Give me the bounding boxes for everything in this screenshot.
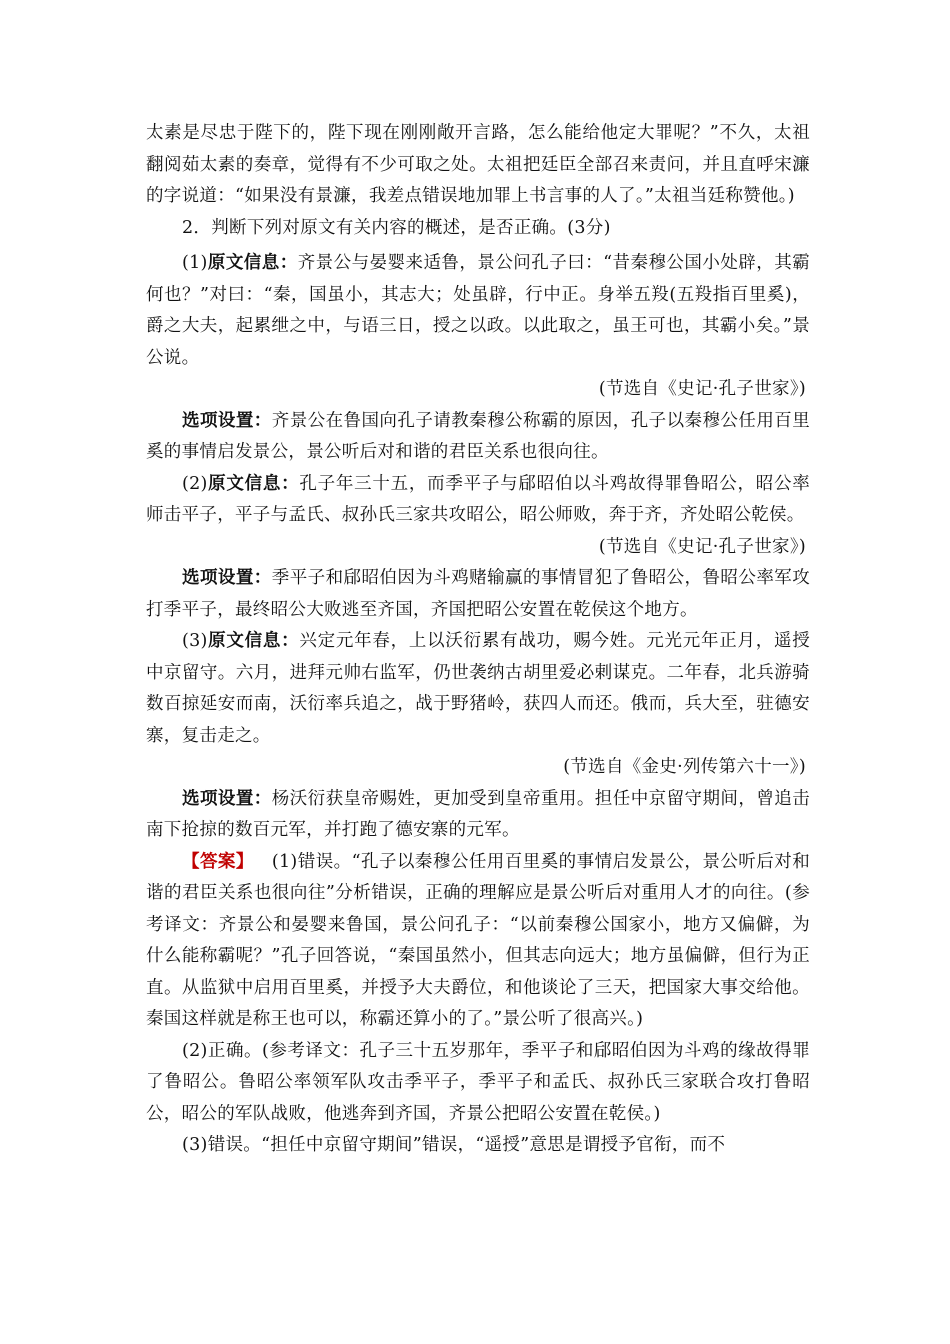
question-number: 2．	[182, 217, 212, 238]
answer-tag: 【答案】	[182, 851, 254, 872]
item-2-source-label: 原文信息：	[207, 473, 300, 494]
item-2-option-label: 选项设置：	[182, 568, 272, 588]
translation-continuation: 太素是尽忠于陛下的，陛下现在刚刚敞开言路，怎么能给他定大罪呢？”不久，太祖翻阅茹太素的奏章，觉得有不少可取之处。太祖把廷臣全部召来责问，并且直呼宋濂的字说道：“如果没有景濂，我差点错误地加罪上书言事的人了。”太祖当廷称赞他。)	[146, 123, 810, 206]
answer-1-text: (1)错误。“孔子以秦穆公任用百里奚的事情启发景公，景公听后对和谐的君臣关系也很向往”分析错误，正确的理解应是景公听后对重用人才的向往。(参考译文：齐景公和晏婴来鲁国，景公问孔子：“以前秦穆公国家小，地方又偏僻，为什么能称霸呢？”孔子回答说，“秦国虽然小，但其志向远大；地方虽偏僻，但行为正直。从监狱中启用百里奚，并授予大夫爵位，和他谈论了三天，把国家大事交给他。秦国这样就是称王也可以，称霸还算小的了。”景公听了很高兴。)	[146, 851, 810, 1029]
answer-1	[146, 847, 810, 1036]
item-3-option-text: 杨沃衍获皇帝赐姓，更加受到皇帝重用。担任中京留守期间，曾追击南下抢掠的数百元军，并打跑了德安寨的元军。	[146, 788, 811, 840]
document-page	[146, 118, 810, 1162]
item-2-option	[146, 563, 810, 626]
item-2-citation: (节选自《史记·孔子世家》)	[598, 536, 806, 557]
item-3-source-label: 原文信息：	[207, 631, 300, 651]
answer-2: (2)正确。(参考译文：孔子三十五岁那年，季平子和郈昭伯因为斗鸡的缘故得罪了鲁昭公。鲁昭公率领军队攻击季平子，季平子和孟氏、叔孙氏三家联合攻打鲁昭公，昭公的军队战败，他逃奔到齐国，齐景公把昭公安置在乾侯。)	[146, 1040, 810, 1124]
item-1-option-label: 选项设置：	[182, 410, 272, 431]
item-3-option-label: 选项设置：	[182, 788, 272, 809]
item-1-source-label: 原文信息：	[207, 253, 298, 273]
item-3-citation: (节选自《金史·列传第六十一》)	[563, 757, 806, 777]
item-3-option	[146, 784, 810, 847]
item-1-number: (1)	[182, 253, 208, 273]
item-2-source	[146, 469, 810, 532]
question-text: 判断下列对原文有关内容的概述，是否正确。(3分)	[211, 217, 611, 238]
question-2	[146, 213, 810, 245]
item-2-option-text: 季平子和郈昭伯因为斗鸡赌输赢的事情冒犯了鲁昭公，鲁昭公率军攻打季平子，最终昭公大败逃至齐国，齐国把昭公安置在乾侯这个地方。	[146, 568, 811, 620]
item-2-number: (2)	[182, 473, 208, 494]
answer-3: (3)错误。“担任中京留守期间”错误，“遥授”意思是谓授予官衔，而不	[182, 1135, 726, 1155]
item-1-option	[146, 406, 810, 469]
item-1-source-text: 齐景公与晏婴来适鲁，景公问孔子曰：“昔秦穆公国小处辟，其霸何也？”对曰：“秦，国虽小，其志大；处虽辟，行中正。身举五羖(五羖指百里奚)，爵之大夫，起累绁之中，与语三日，授之以政。以此取之，虽王可也，其霸小矣。”景公说。	[146, 253, 810, 368]
item-1-source	[146, 248, 810, 374]
item-2-source-text: 孔子年三十五，而季平子与郈昭伯以斗鸡故得罪鲁昭公，昭公率师击平子，平子与孟氏、叔孙氏三家共攻昭公，昭公师败，奔于齐，齐处昭公乾侯。	[146, 473, 811, 525]
item-3-number: (3)	[182, 631, 208, 651]
item-1-option-text: 齐景公在鲁国向孔子请教秦穆公称霸的原因，孔子以秦穆公任用百里奚的事情启发景公，景公听后对和谐的君臣关系也很向往。	[146, 410, 811, 462]
item-3-source	[146, 626, 810, 752]
item-1-citation: (节选自《史记·孔子世家》)	[598, 379, 806, 399]
item-3-source-text: 兴定元年春，上以沃衍累有战功，赐今姓。元光元年正月，遥授中京留守。六月，进拜元帅右监军，仍世袭纳古胡里爱必剌谋克。二年春，北兵游骑数百掠延安而南，沃衍率兵追之，战于野猪岭，获四人而还。俄而，兵大至，驻德安寨，复击走之。	[146, 631, 811, 746]
